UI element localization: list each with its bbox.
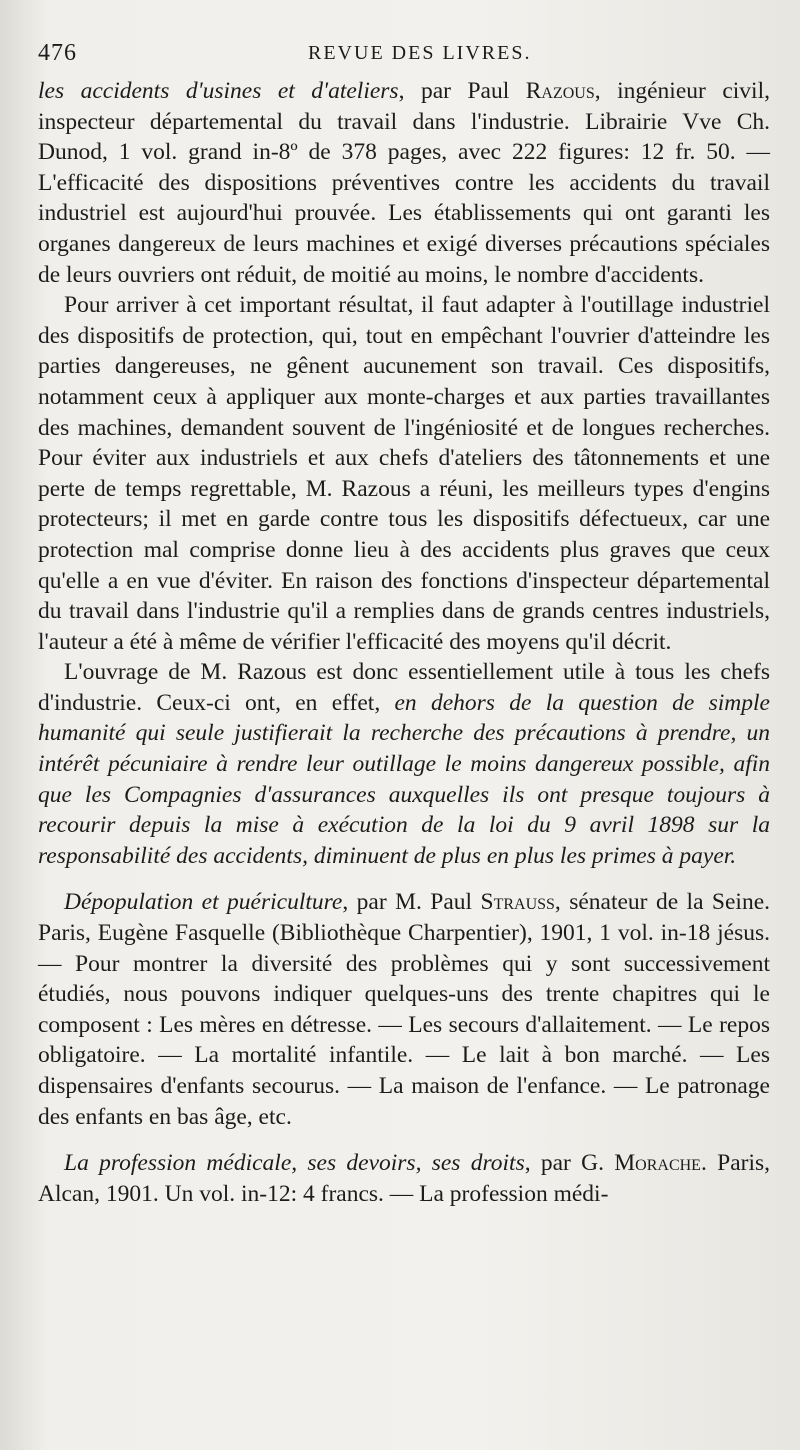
- review-3-paragraph: La profession médicale, ses devoirs, ses droits, par G. Morache. Paris, Alcan, 1901. Un vol. in-12: 4 francs. — La profession médi-: [38, 1150, 770, 1207]
- review-3-title: La profession médicale, ses devoirs, ses droits: [64, 1150, 525, 1177]
- review-3-author: Morache: [614, 1150, 701, 1177]
- review-1-paragraph-2: Pour arriver à cet important résultat, il faut adapter à l'outillage industriel des dispositifs de protection, qui, tout en empêchant l'ouvrier d'atteindre les parties dangereuses, ne gênent aucunement son travail. Ces dispositifs, notamment ceux à appliquer aux monte-charges et aux parties travaillantes des machines, demandent souvent de l'ingéniosité et de longues recherches. Pour éviter aux industriels et aux chefs d'ateliers des tâtonnements et une perte de temps regrettable, M. Razous a réuni, les meilleurs types d'engins protecteurs; il met en garde contre tous les dispositifs défectueux, car une protection mal comprise donne lieu à des accidents plus graves que ceux qu'elle a en vue d'éviter. En raison des fonctions d'inspecteur départemental du travail dans l'industrie qu'il a remplies dans de grands centres industriels, l'auteur a été à même de vérifier l'efficacité des moyens qu'il décrit.: [38, 292, 770, 655]
- review-1-author: Razous: [525, 78, 595, 104]
- page-number: 476: [38, 40, 77, 66]
- review-2-details: , sénateur de la Seine. Paris, Eugène Fasquelle (Bibliothèque Charpentier), 1901, 1 vol. in-18 jésus. — Pour montrer la diversité des problèmes qui y sont successivement étudiés, nous pouvons indiquer quelques-uns des trente chapitres qui le composent : Les mères en détresse. — Les secours d'allaitement. — Le repos obligatoire. — La mortalité infantile. — Le lait à bon marché. — Les dispensaires d'enfants secourus. — La maison de l'enfance. — Le patronage des enfants en bas âge, etc.: [38, 889, 771, 1130]
- header-title: REVUE DES LIVRES.: [308, 42, 532, 64]
- review-2-title: Dépopulation et puériculture: [64, 889, 343, 916]
- review-2-paragraph: Dépopulation et puériculture, par M. Paul Strauss, sénateur de la Seine. Paris, Eugène Fasquelle (Bibliothèque Charpentier), 1901, 1 vol. in-18 jésus. — Pour montrer la diversité des problèmes qui y sont successivement étudiés, nous pouvons indiquer quelques-uns des trente chapitres qui le composent : Les mères en détresse. — Les secours d'allaitement. — Le repos obligatoire. — La mortalité infantile. — Le lait à bon marché. — Les dispensaires d'enfants secourus. — La maison de l'enfance. — Le patronage des enfants en bas âge, etc.: [38, 889, 771, 1130]
- body-text: [38, 76, 770, 1209]
- review-1-paragraph-1: les accidents d'usines et d'ateliers, par Paul Razous, ingénieur civil, inspecteur départemental du travail dans l'industrie. Librairie Vve Ch. Dunod, 1 vol. grand in-8º de 378 pages, avec 222 figures: 12 fr. 50. — L'efficacité des dispositions préventives contre les accidents du travail industriel est aujourd'hui prouvée. Les établissements qui ont garanti les organes dangereux de leurs machines et exigé diverses précautions spéciales de leurs ouvriers ont réduit, de moitié au moins, le nombre d'accidents.: [38, 78, 770, 288]
- running-head: [38, 36, 770, 76]
- review-1-italic-passage: en dehors de la question de simple humanité qui seule justifierait la recherche des précautions à prendre, un intérêt pécuniaire à rendre leur outillage le moins dangereux possible, afin que les Compagnies d'assurances auxquelles ils ont presque toujours à recourir depuis la mise à exécution de la loi du 9 avril 1898 sur la responsabilité des accidents, diminuent de plus en plus les primes à payer.: [38, 689, 770, 869]
- review-1-paragraph-3: L'ouvrage de M. Razous est donc essentiellement utile à tous les chefs d'industrie. Ceux-ci ont, en effet, en dehors de la question de simple humanité qui seule justifierait la recherche des précautions à prendre, un intérêt pécuniaire à rendre leur outillage le moins dangereux possible, afin que les Compagnies d'assurances auxquelles ils ont presque toujours à recourir depuis la mise à exécution de la loi du 9 avril 1898 sur la responsabilité des accidents, diminuent de plus en plus les primes à payer.: [38, 659, 770, 869]
- review-1-details: , ingénieur civil, inspecteur départemental du travail dans l'industrie. Librairie Vve Ch. Dunod, 1 vol. grand in-8º de 378 pages, avec 222 figures: 12 fr. 50. — L'efficacité des dispositions préventives contre les accidents du travail industriel est aujourd'hui prouvée. Les établissements qui ont garanti les organes dangereux de leurs machines et exigé diverses précautions spéciales de leurs ouvriers ont réduit, de moitié au moins, le nombre d'accidents.: [38, 78, 770, 288]
- review-3-details: . Paris, Alcan, 1901. Un vol. in-12: 4 francs. — La profession médi-: [38, 1150, 770, 1207]
- review-1-title: les accidents d'usines et d'ateliers: [38, 78, 399, 104]
- review-2-author: Strauss: [480, 889, 555, 916]
